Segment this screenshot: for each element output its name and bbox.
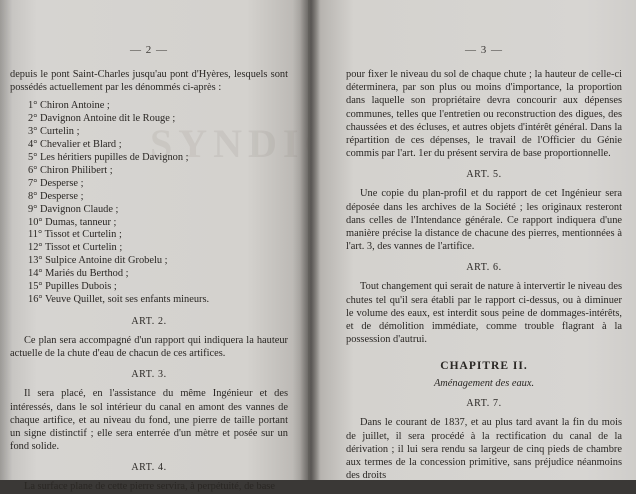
article-6-heading: ART. 6. (466, 262, 502, 274)
article-4-heading: ART. 4. (131, 462, 167, 474)
article-4-text: La surface plane de cette pierre servira, à perpétuité, de base (24, 481, 275, 493)
list-item: 12° Tissot et Curtelin ; (28, 242, 123, 254)
article-7-text: Dans le courant de 1837, et au plus tard avant la fin du mois de juillet, il sera procédé à la rectification du canal de la dérivation ; il lui sera rendu sa largeur de cinq pieds de chambre aux termes de la concession primitive, sans préjudice néanmoins des droits (346, 417, 622, 482)
chapter-subtitle: Aménagement des eaux. (433, 378, 535, 390)
continuation-paragraph: pour fixer le niveau du sol de chaque chute ; la hauteur de celle-ci déterminera, par son plus ou moins d'importance, la proportion dans laquelle son propriétaire devra concourir aux dépenses communes, telles que l'entretien ou reconstruction des digues, des chaussées et des écluses, et autres objets d'intérêt général. Dans la répartition de ces dépenses, le travail de l'Officier du Génie commis par l'art. 1er du présent servira de base proportionnelle. (346, 69, 622, 160)
list-item: 3° Curtelin ; (28, 126, 80, 138)
bleed-through-text: SYNDIC (150, 121, 340, 166)
list-item: 9° Davignon Claude ; (28, 203, 119, 215)
chapter-heading: CHAPITRE II. (440, 360, 528, 373)
article-5-text: Une copie du plan-profil et du rapport de cet Ingénieur sera déposée dans les archives de la Société ; les originaux resteront dans celles de l'Intendance générale. Ce rapport indiquera d'une manière précise la distance de chacune des pierres, mentionnées à l'art. 3, des vannes de l'artifice. (346, 188, 622, 253)
list-item: 10° Dumas, tanneur ; (28, 216, 117, 228)
article-3-text: Il sera placé, en l'assistance du même Ingénieur et des intéressés, dans le sol intérieur du canal en amont des vannes de chaque artifice, et au niveau du fond, une pierre de taille portant un signe distinctif ; elle sera enterrée d'un mètre et posée sur un fond solide. (10, 388, 288, 453)
article-2-heading: ART. 2. (131, 315, 167, 327)
page-number-right: — 3 — (465, 44, 503, 56)
article-2-text: Ce plan sera accompagné d'un rapport qui indiquera la hauteur actuelle de la chute d'eau de chacun de ces artifices. (10, 334, 288, 360)
page-number-left: — 2 — (130, 44, 168, 56)
list-item: 1° Chiron Antoine ; (28, 100, 110, 112)
intro-paragraph: depuis le pont Saint-Charles jusqu'au pont d'Hyères, lesquels sont possédés actuellement par les dénommés ci-après : (10, 69, 288, 94)
article-3-heading: ART. 3. (131, 369, 167, 381)
list-item: 14° Mariés du Berthod ; (28, 268, 129, 280)
list-item: 15° Pupilles Dubois ; (28, 281, 117, 293)
article-5-heading: ART. 5. (466, 169, 502, 181)
list-item: 7° Desperse ; (28, 177, 84, 189)
article-7-heading: ART. 7. (466, 398, 502, 410)
list-item: 4° Chevalier et Blard ; (28, 139, 122, 151)
list-item: 8° Desperse ; (28, 190, 84, 202)
list-item: 6° Chiron Philibert ; (28, 164, 113, 176)
owners-list (10, 100, 288, 307)
list-item: 13° Sulpice Antoine dit Grobelu ; (28, 255, 168, 267)
list-item: 5° Les héritiers pupilles de Davignon ; (28, 152, 189, 164)
right-page (308, 0, 636, 480)
list-item: 16° Veuve Quillet, soit ses enfants mineurs. (28, 294, 210, 305)
list-item: 11° Tissot et Curtelin ; (28, 229, 122, 241)
list-item: 2° Davignon Antoine dit le Rouge ; (28, 113, 176, 125)
article-6-text: Tout changement qui serait de nature à intervertir le niveau des chutes tel qu'il sera établi par le rapport ci-dessus, ou à diminuer le volume des eaux, est interdit sous peine de dommages-intérêts, et de démolition immédiate, comme trouble flagrant à la possession d'autrui. (346, 281, 622, 346)
